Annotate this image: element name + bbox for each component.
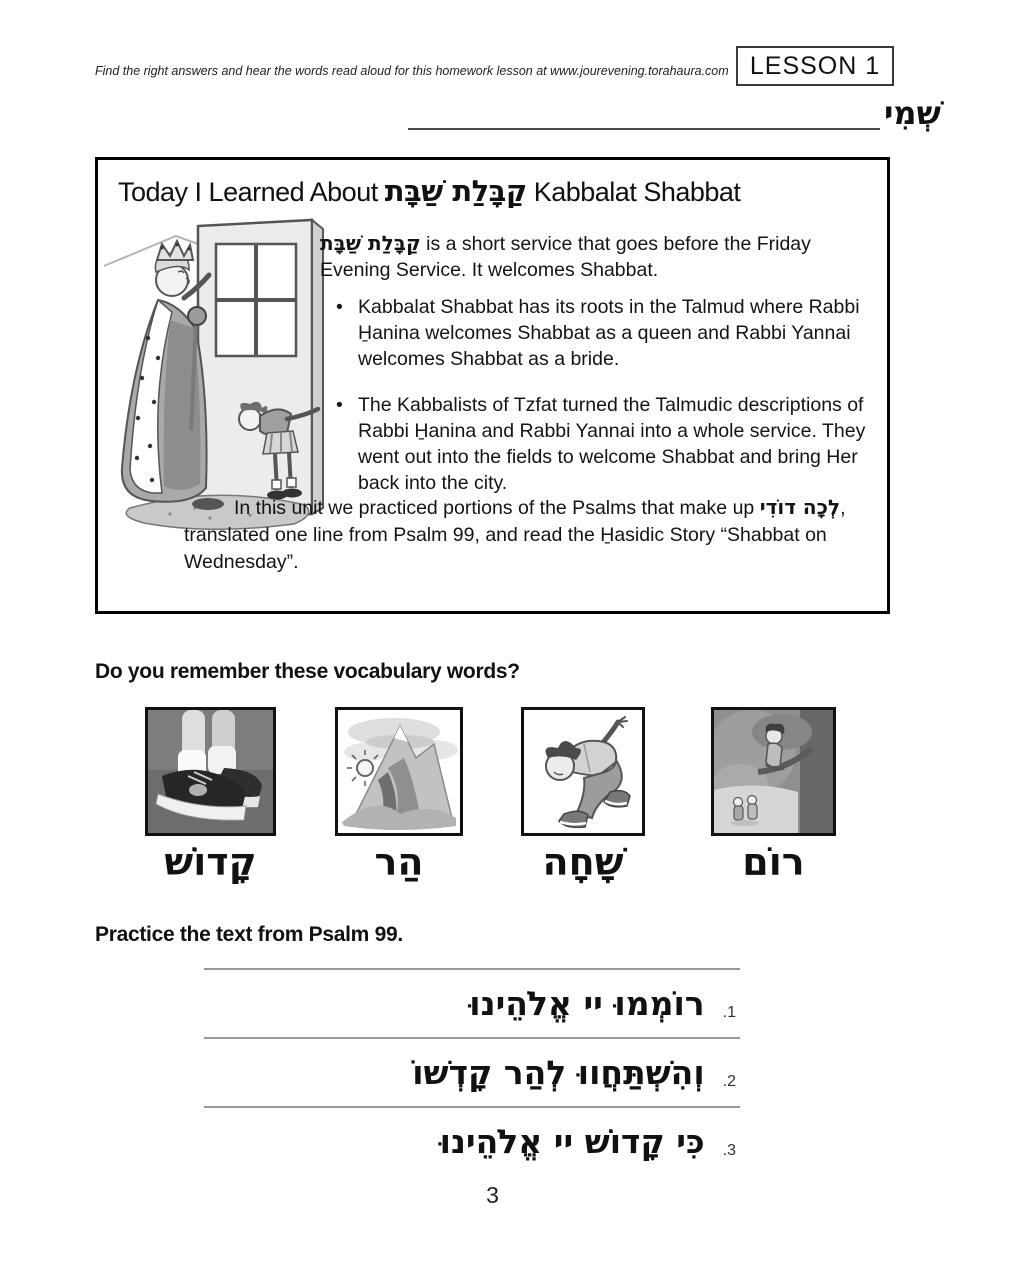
homework-note: Find the right answers and hear the words read aloud for this homework lesson at www.jourevening.torahaura.com [95, 64, 729, 78]
name-blank-line [408, 100, 880, 130]
practice-line-number: .1 [722, 1004, 736, 1021]
vocab-item-shachah [521, 707, 645, 884]
vocab-word: שָׁחָה [542, 840, 624, 884]
box-title-prefix: Today I Learned About [118, 177, 378, 207]
practice-heading: Practice the text from Psalm 99. [95, 923, 403, 946]
lesson-badge [736, 46, 894, 86]
practice-hebrew: כִּי קָדוֹשׁ יי אֱלֹהֵינוּ [439, 1122, 705, 1161]
vocab-word: קָדוֹשׁ [164, 840, 257, 884]
vocab-item-rom [711, 707, 836, 884]
mountain-drawing [335, 707, 463, 836]
practice-line [204, 1037, 740, 1106]
intro-text: is a short service that goes before the Friday Evening Service. It welcomes Shabbat. [320, 233, 811, 281]
closing-hebrew: לְכָה דוֹדִי [759, 495, 841, 519]
intro-hebrew: קַבָּלַת שַׁבָּת [320, 231, 421, 255]
bullet-dot-icon: • [336, 394, 343, 416]
bullet-dot-icon: • [336, 296, 343, 318]
girl-in-tree-drawing [711, 707, 836, 836]
bowing-boy-drawing [521, 707, 645, 836]
box-title-suffix: Kabbalat Shabbat [533, 177, 741, 207]
today-i-learned-box [95, 157, 890, 614]
practice-line-number: .3 [722, 1142, 736, 1159]
practice-line [204, 1106, 740, 1175]
sneakers-feet-photo [145, 707, 276, 836]
bullet-text: Kabbalat Shabbat has its roots in the Talmud where Rabbi H̱anina welcomes Shabbat as a queen and Rabbi Yannai welcomes Shabbat as a bride. [358, 296, 860, 370]
intro-paragraph [320, 230, 882, 283]
box-title-hebrew: קַבָּלַת שַׁבָּת [384, 174, 527, 208]
vocab-item-har [335, 707, 463, 884]
vocab-word: רוֹם [742, 840, 805, 884]
bullet-item [336, 294, 888, 372]
queen-and-bowing-girl-illustration [100, 218, 336, 532]
bullet-list [336, 294, 888, 516]
closing-paragraph [184, 494, 884, 576]
page-number: 3 [486, 1182, 499, 1208]
practice-line-number: .2 [722, 1073, 736, 1090]
practice-line [204, 968, 740, 1037]
practice-lines [204, 968, 740, 1175]
closing-part1: In this unit we practiced portions of the Psalms that make up [234, 497, 755, 519]
vocab-word: הַר [374, 840, 424, 884]
closing-part2: , translated one line from Psalm 99, and read the H̱asidic Story “Shabbat on Wednesday”. [184, 497, 846, 573]
lesson-badge-label: LESSON 1 [749, 51, 881, 80]
practice-hebrew: רוֹמְמוּ יי אֱלֹהֵינוּ [469, 984, 705, 1023]
box-title [118, 174, 878, 208]
vocab-heading: Do you remember these vocabulary words? [95, 660, 520, 683]
bullet-text: The Kabbalists of Tzfat turned the Talmudic descriptions of Rabbi H̱anina and Rabbi Yannai into a whole service. They went out into the fields to welcome Shabbat and bring Her back into the city. [358, 394, 866, 494]
name-label-hebrew: שְׁמִי [884, 94, 941, 132]
bullet-item [336, 392, 888, 496]
vocab-item-kadosh [145, 707, 276, 884]
practice-hebrew: וְהִשְׁתַּחֲווּ לְהַר קָדְשׁוֹ [412, 1053, 705, 1092]
